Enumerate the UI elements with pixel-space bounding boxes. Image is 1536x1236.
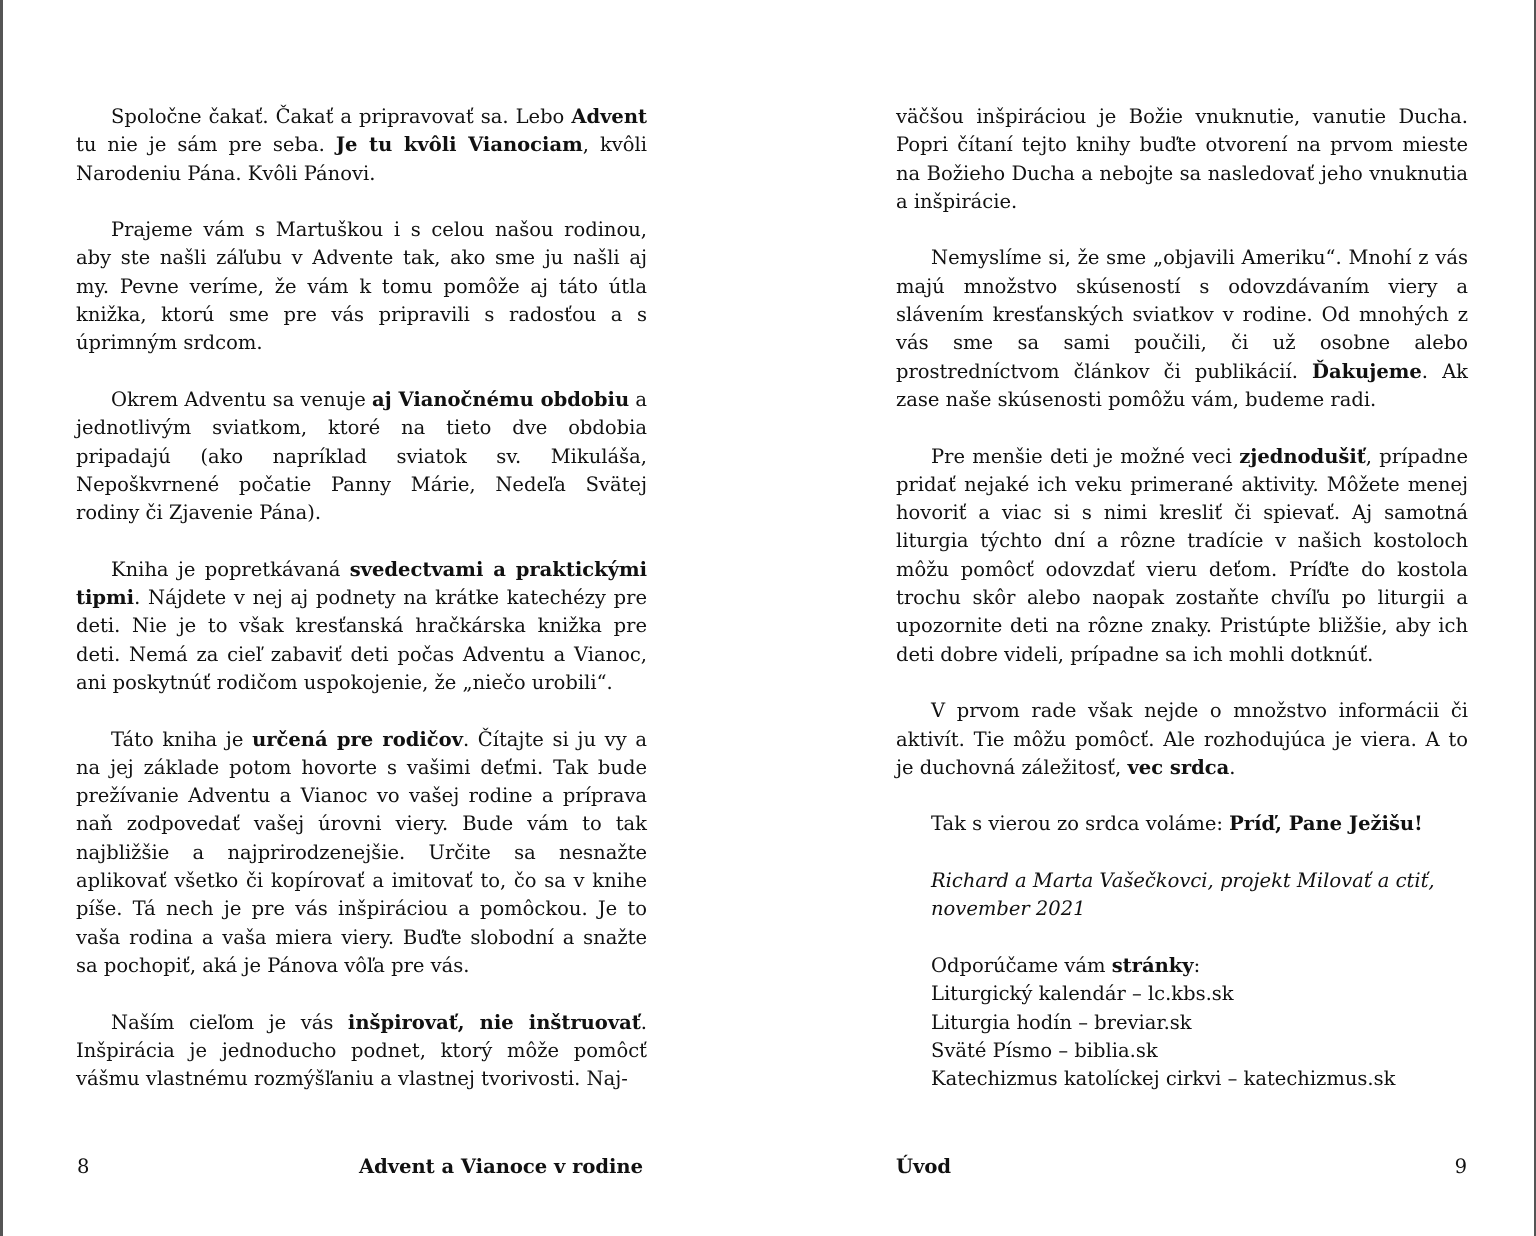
bold-text: zjednodušiť (1239, 444, 1366, 468)
paragraph (896, 697, 1468, 782)
text-run: Prajeme vám s Martuškou i s celou našou rodinou, aby ste našli záľubu v Advente tak, ako sme ju našli aj my. Pevne veríme, že vám k tomu pomôže aj táto útla knižka, ktorú sme pre vás pripravili s radosťou a s úprimným srdcom. (76, 218, 647, 355)
paragraph (76, 1009, 647, 1094)
bold-text: Ďakujeme (1312, 359, 1422, 383)
text-run: a jednotlivým sviatkom, ktoré na tieto dve obdobia pripadajú (ako napríklad sviatok sv. Mikuláša, Nepoškvrnené počatie Panny Márie, Nedeľa Svätej rodiny či Zjavenie Pána). (76, 387, 647, 525)
text-run: tu nie je sám pre seba. (76, 133, 336, 157)
signature (896, 867, 1468, 924)
text-run: Pre menšie deti je možné veci (931, 444, 1240, 468)
paragraph (896, 244, 1468, 414)
recommended-intro (931, 952, 1468, 980)
text-run: Naším cieľom je vás (111, 1010, 348, 1034)
text-run: . Čítajte si ju vy a na jej základe potom hovorte s vašimi deťmi. Tak bude prežívanie Adventu a Vianoc vo vašej rodine a príprava naň zodpovedať vašej úrovni viery. Bude vám to tak najbližšie a najprirodzenejšie. Určite sa nesnažte aplikovať všetko či kopírovať a imitovať to, čo sa v knihe píše. Tá nech je pre vás inšpiráciou a pomôckou. Je to vaša rodina a vaša miera viery. Buďte slobodní a snažte sa pochopiť, aká je Pánova vôľa pre vás. (76, 727, 647, 977)
right-page-paragraphs (896, 103, 1468, 839)
right-page (763, 0, 1534, 1236)
text-run: , prípadne pridať nejaké ich veku primerané aktivity. Môžete menej hovoriť a viac si s nimi kresliť či spievať. Aj samotná liturgia týchto dní a rôzne tradície v našich kostoloch môžu pomôcť odovzdať vieru deťom. Príďte do kostola trochu skôr alebo naopak zostaňte chvíľu po liturgii a upozornite deti na rôzne znaky. Pristúpte bližšie, aby ich deti dobre videli, prípadne sa ich mohli dotknúť. (896, 444, 1469, 666)
text-run: Táto kniha je (111, 727, 253, 751)
bold-text: aj Vianočnému obdobiu (372, 387, 630, 411)
right-page-text-column (896, 103, 1468, 1093)
paragraph (76, 726, 647, 981)
bold-text: svedectvami a praktickými tipmi (76, 557, 647, 610)
text-run: V prvom rade však nejde o množstvo informácii či aktivít. Tie môžu pomôcť. Ale rozhodujúca je viera. A to je duchovná záležitosť, (896, 699, 1468, 779)
paragraph (896, 103, 1468, 216)
text-run: . Inšpirácia je jednoducho podnet, ktorý môže pomôcť vášmu vlastnému rozmýšľaniu a vlastnej tvorivosti. Naj- (76, 1010, 647, 1091)
bold-text: Je tu kvôli Vianociam (335, 133, 583, 157)
paragraph (896, 810, 1468, 838)
recommended-sites (896, 952, 1468, 1093)
paragraph (896, 443, 1468, 669)
bold-text: Advent (571, 105, 647, 128)
bold-text: Príď, Pane Ježišu! (1229, 812, 1423, 836)
paragraph (76, 556, 647, 697)
right-running-title: Úvod (896, 1155, 951, 1178)
text-run: Okrem Adventu sa venuje (111, 387, 373, 411)
link-item: Sväté Písmo – biblia.sk (931, 1038, 1158, 1062)
text-run: . (1229, 755, 1236, 779)
bold-text: inšpirovať, nie inštruovať (347, 1010, 641, 1034)
left-running-title: Advent a Vianoce v rodine (358, 1155, 643, 1178)
signature-line: november 2021 (931, 897, 1086, 921)
bold-text: vec srdca (1127, 755, 1230, 779)
text-run: väčšou inšpiráciou je Božie vnuknutie, vanutie Ducha. Popri čítaní tejto knihy buďte otvorení na prvom mieste na Božieho Ducha a nebojte sa nasledovať jeho vnuknutia a inšpirácie. (896, 105, 1468, 213)
text-run: Kniha je popretkávaná (111, 557, 350, 581)
text-run: Tak s vierou zo srdca voláme: (931, 812, 1230, 836)
paragraph (76, 103, 647, 188)
text-run: . Nájdete v nej aj podnety na krátke katechézy pre deti. Nie je to však kresťanská hračkárska knižka pre deti. Nemá za cieľ zabaviť deti počas Adventu a Vianoc, ani poskytnúť rodičom uspokojenie, že „niečo urobili“. (76, 586, 647, 694)
right-page-number: 9 (1454, 1155, 1467, 1178)
bold-text: určená pre rodičov (252, 727, 463, 751)
paragraph (76, 386, 647, 527)
left-page-text-column (76, 103, 647, 1122)
link-item: Katechizmus katolíckej cirkvi – katechizmus.sk (931, 1067, 1396, 1091)
text-run: Nemyslíme si, že sme „objavili Ameriku“. Mnohí z vás majú množstvo skúseností s odovzdávaním viery a slávením kresťanských sviatkov v rodine. Od mnohých z vás sme sa sami poučili, či už osobne alebo prostredníctvom článkov či publikácií. (896, 246, 1468, 383)
left-page-number: 8 (77, 1155, 90, 1178)
text-run: . Ak zase naše skúsenosti pomôžu vám, budeme radi. (896, 359, 1468, 411)
link-item: Liturgický kalendár – lc.kbs.sk (931, 982, 1234, 1006)
link-item: Liturgia hodín – breviar.sk (931, 1010, 1192, 1034)
text-run: , kvôli Narodeniu Pána. Kvôli Pánovi. (76, 133, 647, 185)
text-run: Spoločne čakať. Čakať a pripravovať sa. Lebo (111, 105, 572, 128)
signature-line: Richard a Marta Vašečkovci, projekt Milovať a ctiť, (931, 869, 1435, 893)
left-page (3, 0, 763, 1236)
paragraph (76, 216, 647, 357)
recommended-intro-text: Odporúčame vám (931, 953, 1112, 977)
recommended-intro-colon: : (1193, 953, 1201, 977)
recommended-intro-bold: stránky (1111, 953, 1194, 977)
